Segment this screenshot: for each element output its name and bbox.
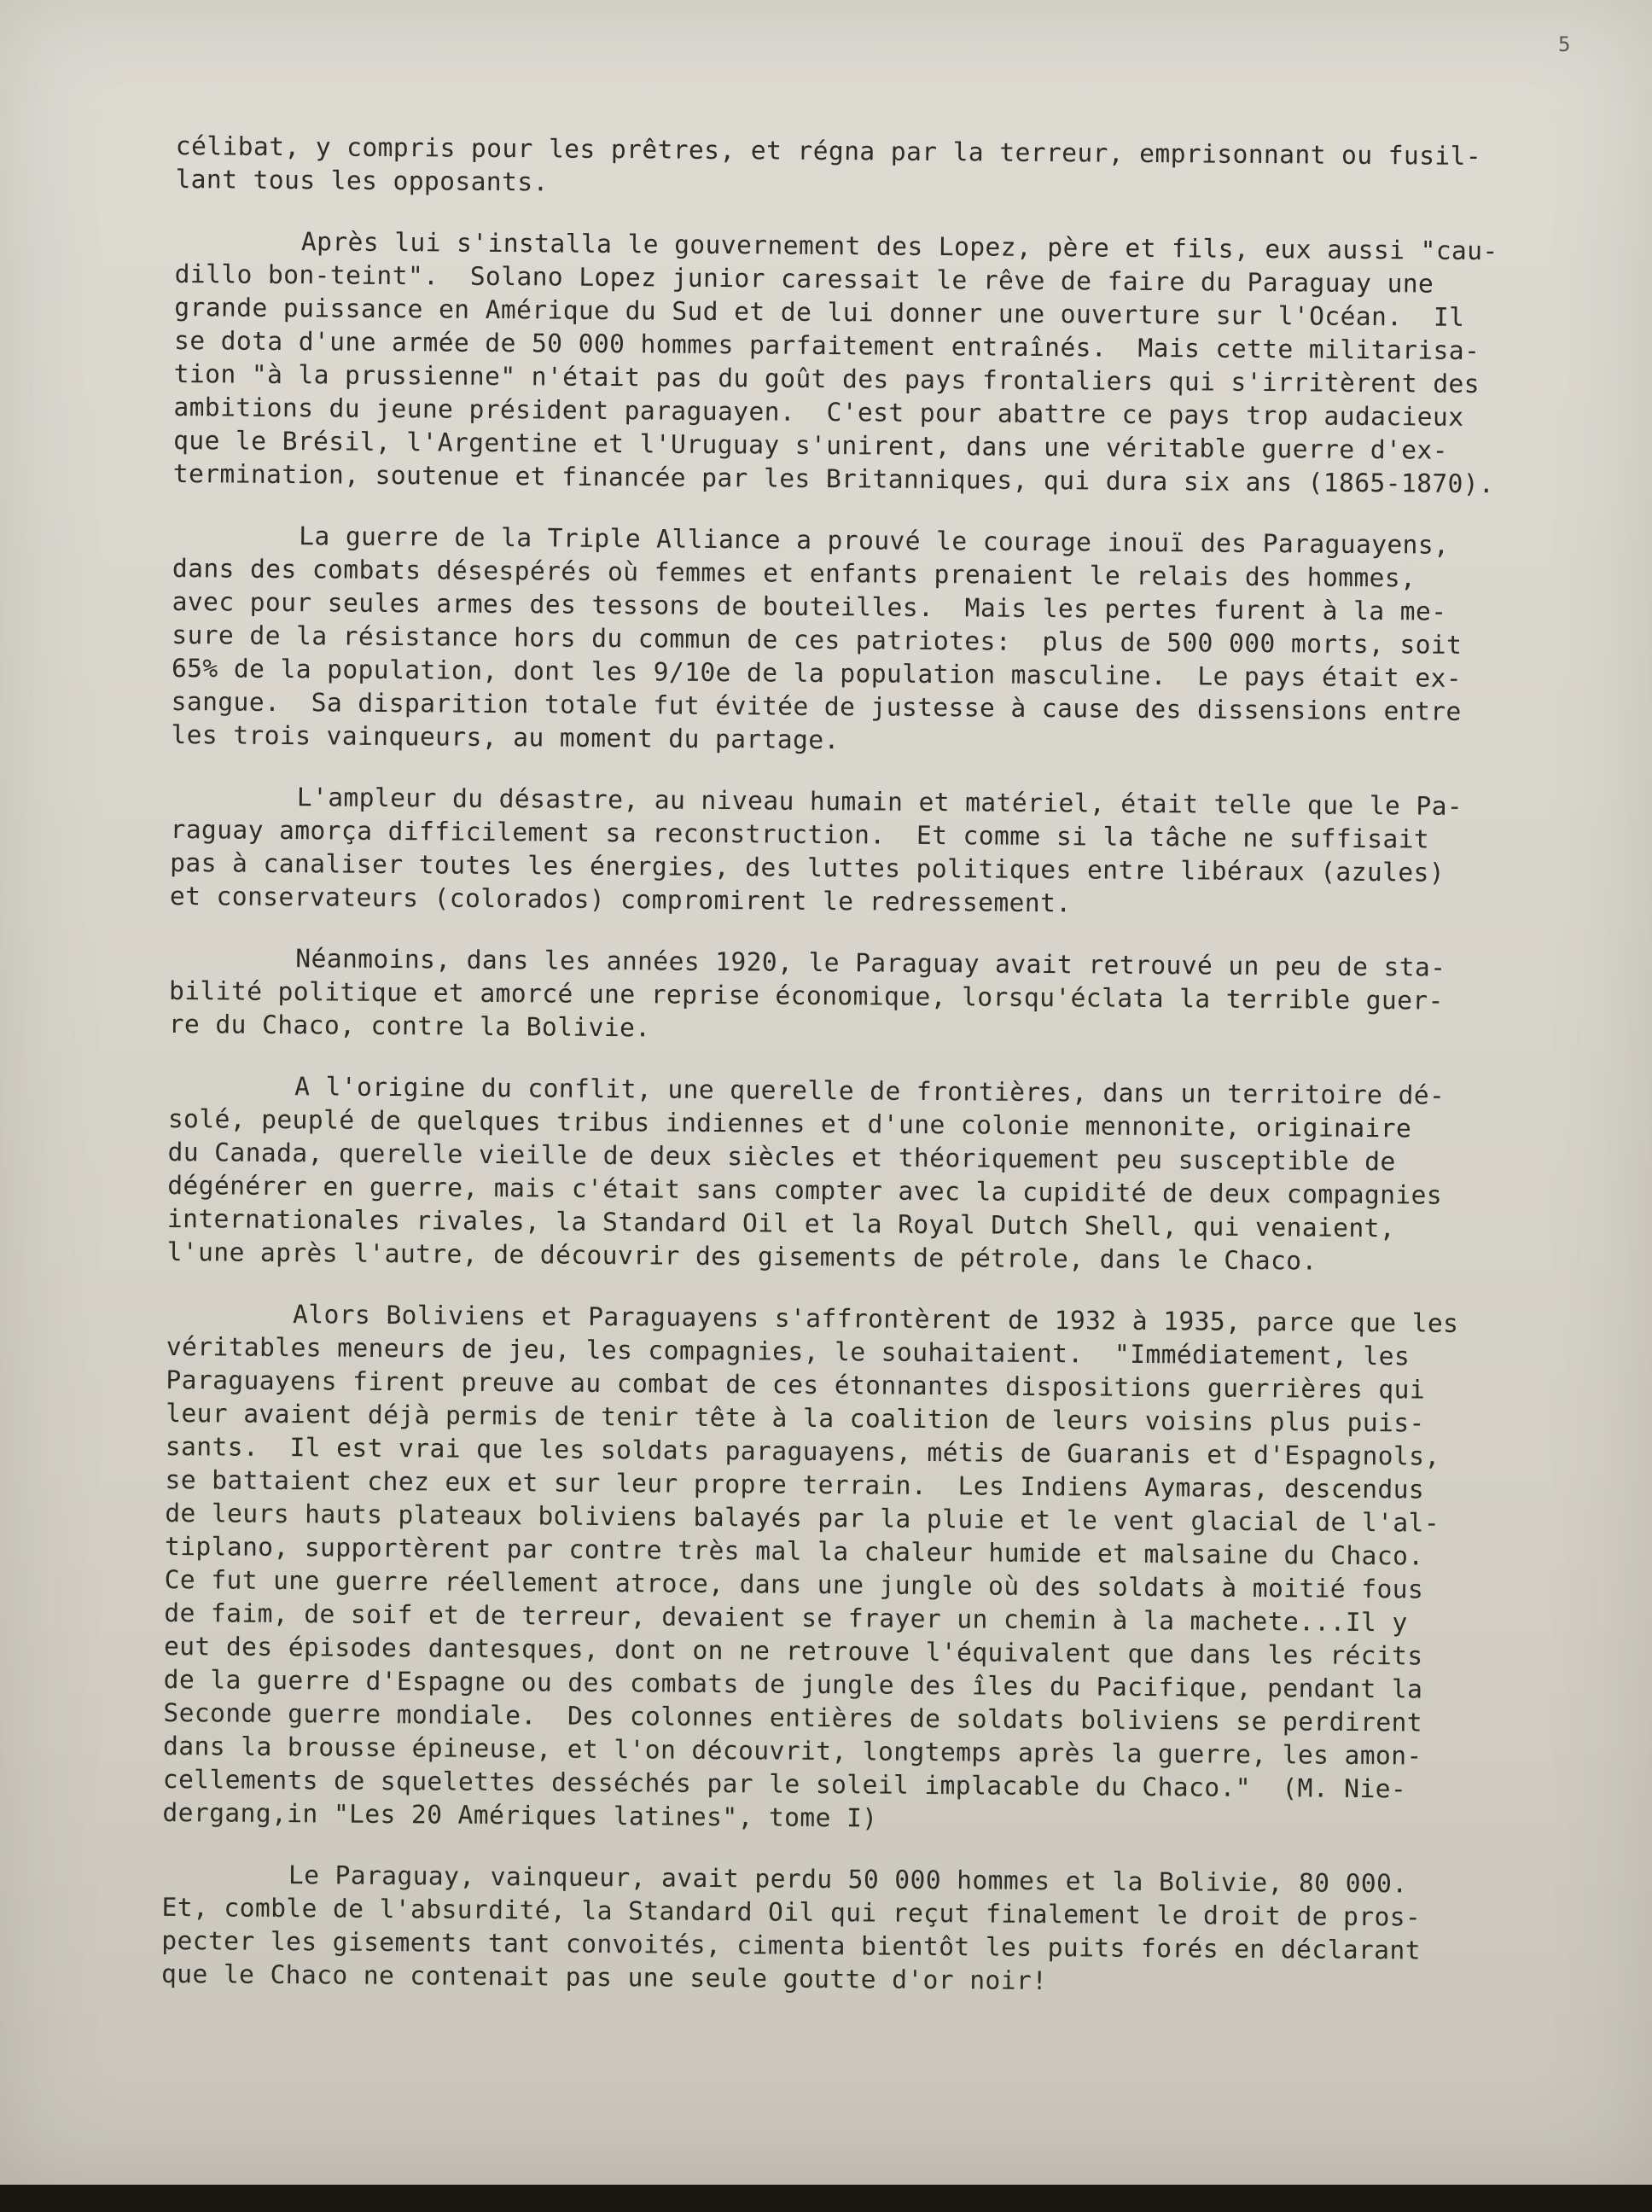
- text-line: dillo bon-teint". Solano Lopez junior caressait le rêve de faire du Paraguay une: [174, 259, 1434, 299]
- paragraph: [169, 941, 1569, 1052]
- text-line: dans la brousse épineuse, et l'on découvrit, longtemps après la guerre, les amon-: [162, 1731, 1422, 1771]
- text-line: termination, soutenue et financée par les Britanniques, qui dura six ans (1865-1870).: [172, 458, 1495, 499]
- text-line: Paraguayens firent preuve au combat de ces étonnantes dispositions guerrières qui: [166, 1365, 1426, 1405]
- text-line: célibat, y compris pour les prêtres, et régna par la terreur, emprisonnant ou fusil-: [175, 131, 1482, 172]
- paragraph: [170, 780, 1570, 924]
- text-line: sangue. Sa disparition totale fut évitée de justesse à cause des dissensions entre: [171, 686, 1462, 726]
- text-line: internationales rivales, la Standard Oil et la Royal Dutch Shell, qui venaient,: [166, 1203, 1396, 1243]
- desk-surface: [0, 2185, 1652, 2212]
- text-line: re du Chaco, contre la Bolivie.: [168, 1009, 651, 1043]
- text-line: véritables meneurs de jeu, les compagnies, le souhaitaient. "Immédiatement, les: [166, 1331, 1411, 1371]
- text-line: Et, comble de l'absurdité, la Standard Oil qui reçut finalement le droit de pros-: [161, 1892, 1422, 1932]
- text-line: dergang,in "Les 20 Amériques latines", tome I): [162, 1797, 878, 1833]
- text-line: que le Brésil, l'Argentine et l'Uruguay s'unirent, dans une véritable guerre d'ex-: [173, 425, 1449, 465]
- text-line: de la guerre d'Espagne ou des combats de jungle des îles du Pacifique, pendant la: [163, 1664, 1423, 1704]
- text-line: se dota d'une armée de 50 000 hommes parfaitement entraînés. Mais cette militarisa-: [173, 325, 1480, 366]
- paragraph: [175, 130, 1575, 207]
- paragraph: [171, 519, 1572, 763]
- text-line: tiplano, supportèrent par contre très mal la chaleur humide et malsaine du Chaco.: [164, 1531, 1424, 1571]
- text-line: dans des combats désespérés où femmes et enfants prenaient le relais des hommes,: [172, 553, 1416, 593]
- text-line: La guerre de la Triple Alliance a prouvé le courage inouï des Paraguayens,: [299, 521, 1450, 560]
- text-line: leur avaient déjà permis de tenir tête à la coalition de leurs voisins plus puis-: [166, 1398, 1425, 1438]
- text-line: eut des épisodes dantesques, dont on ne retrouve l'équivalent que dans les récits: [163, 1631, 1423, 1671]
- text-line: se battaient chez eux et sur leur propre terrain. Les Indiens Aymaras, descendus: [165, 1464, 1425, 1505]
- body-text: [161, 130, 1575, 2030]
- text-line: cellements de squelettes desséchés par le soleil implacable du Chaco." (M. Nie-: [162, 1764, 1407, 1804]
- text-line: Après lui s'installa le gouvernement des Lopez, père et fils, eux aussi "cau-: [300, 227, 1498, 266]
- text-line: et conservateurs (colorados) compromirent le redressement.: [169, 881, 1072, 918]
- text-line: 65% de la population, dont les 9/10e de la population masculine. Le pays était ex-: [171, 653, 1463, 693]
- text-line: de leurs hauts plateaux boliviens balayés par la pluie et le vent glacial de l'al-: [165, 1498, 1440, 1538]
- paragraph: [162, 1297, 1566, 1841]
- text-line: dégénérer en guerre, mais c'était sans compter avec la cupidité de deux compagnies: [167, 1170, 1443, 1210]
- text-line: lant tous les opposants.: [175, 164, 549, 197]
- text-line: ambitions du jeune président paraguayen. C'est pour abattre ce pays trop audacieux: [173, 392, 1464, 432]
- paragraph: [161, 1858, 1562, 2002]
- text-line: avec pour seules armes des tessons de bouteilles. Mais les pertes furent à la me-: [172, 586, 1447, 626]
- text-line: bilité politique et amorcé une reprise économique, lorsqu'éclata la terrible guer-: [168, 975, 1444, 1016]
- text-line: Alors Boliviens et Paraguayens s'affrontèrent de 1932 à 1935, parce que les: [292, 1300, 1459, 1338]
- text-line: de faim, de soif et de terreur, devaient se frayer un chemin à la machete...Il y: [164, 1598, 1408, 1638]
- text-line: l'une après l'autre, de découvrir des gisements de pétrole, dans le Chaco.: [166, 1237, 1318, 1276]
- page-number: 5: [1558, 32, 1571, 56]
- text-line: grande puissance en Amérique du Sud et de lui donner une ouverture sur l'Océan. Il: [174, 292, 1465, 332]
- text-line: Seconde guerre mondiale. Des colonnes entières de soldats boliviens se perdirent: [163, 1697, 1423, 1738]
- text-line: sure de la résistance hors du commun de ces patriotes: plus de 500 000 morts, soit: [172, 620, 1463, 660]
- text-line: que le Chaco ne contenait pas une seule goutte d'or noir!: [160, 1959, 1048, 1996]
- text-line: Ce fut une guerre réellement atroce, dans une jungle où des soldats à moitié fous: [164, 1564, 1424, 1604]
- text-line: du Canada, querelle vieille de deux siècles et théoriquement peu susceptible de: [167, 1137, 1396, 1177]
- text-line: raguay amorça difficilement sa reconstruction. Et comme si la tâche ne suffisait: [170, 814, 1430, 854]
- text-line: A l'origine du conflit, une querelle de frontières, dans un territoire dé-: [294, 1072, 1446, 1110]
- paragraph: [173, 224, 1574, 502]
- text-line: les trois vainqueurs, au moment du partage.: [171, 719, 840, 755]
- text-line: L'ampleur du désastre, au niveau humain et matériel, était telle que le Pa-: [296, 783, 1463, 821]
- text-line: pas à canaliser toutes les énergies, des luttes politiques entre libéraux (azules): [170, 847, 1446, 888]
- text-line: solé, peuplé de quelques tribus indiennes et d'une colonie mennonite, originaire: [167, 1103, 1412, 1144]
- text-line: sants. Il est vrai que les soldats paraguayens, métis de Guaranis et d'Espagnols,: [165, 1431, 1440, 1471]
- text-line: Le Paraguay, vainqueur, avait perdu 50 000 hommes et la Bolivie, 80 000.: [288, 1860, 1408, 1899]
- text-line: Néanmoins, dans les années 1920, le Paraguay avait retrouvé un peu de sta-: [295, 944, 1446, 982]
- paragraph: [167, 1069, 1568, 1280]
- text-line: pecter les gisements tant convoités, cimenta bientôt les puits forés en déclarant: [161, 1925, 1422, 1965]
- text-line: tion "à la prussienne" n'était pas du goût des pays frontaliers qui s'irritèrent des: [173, 358, 1480, 399]
